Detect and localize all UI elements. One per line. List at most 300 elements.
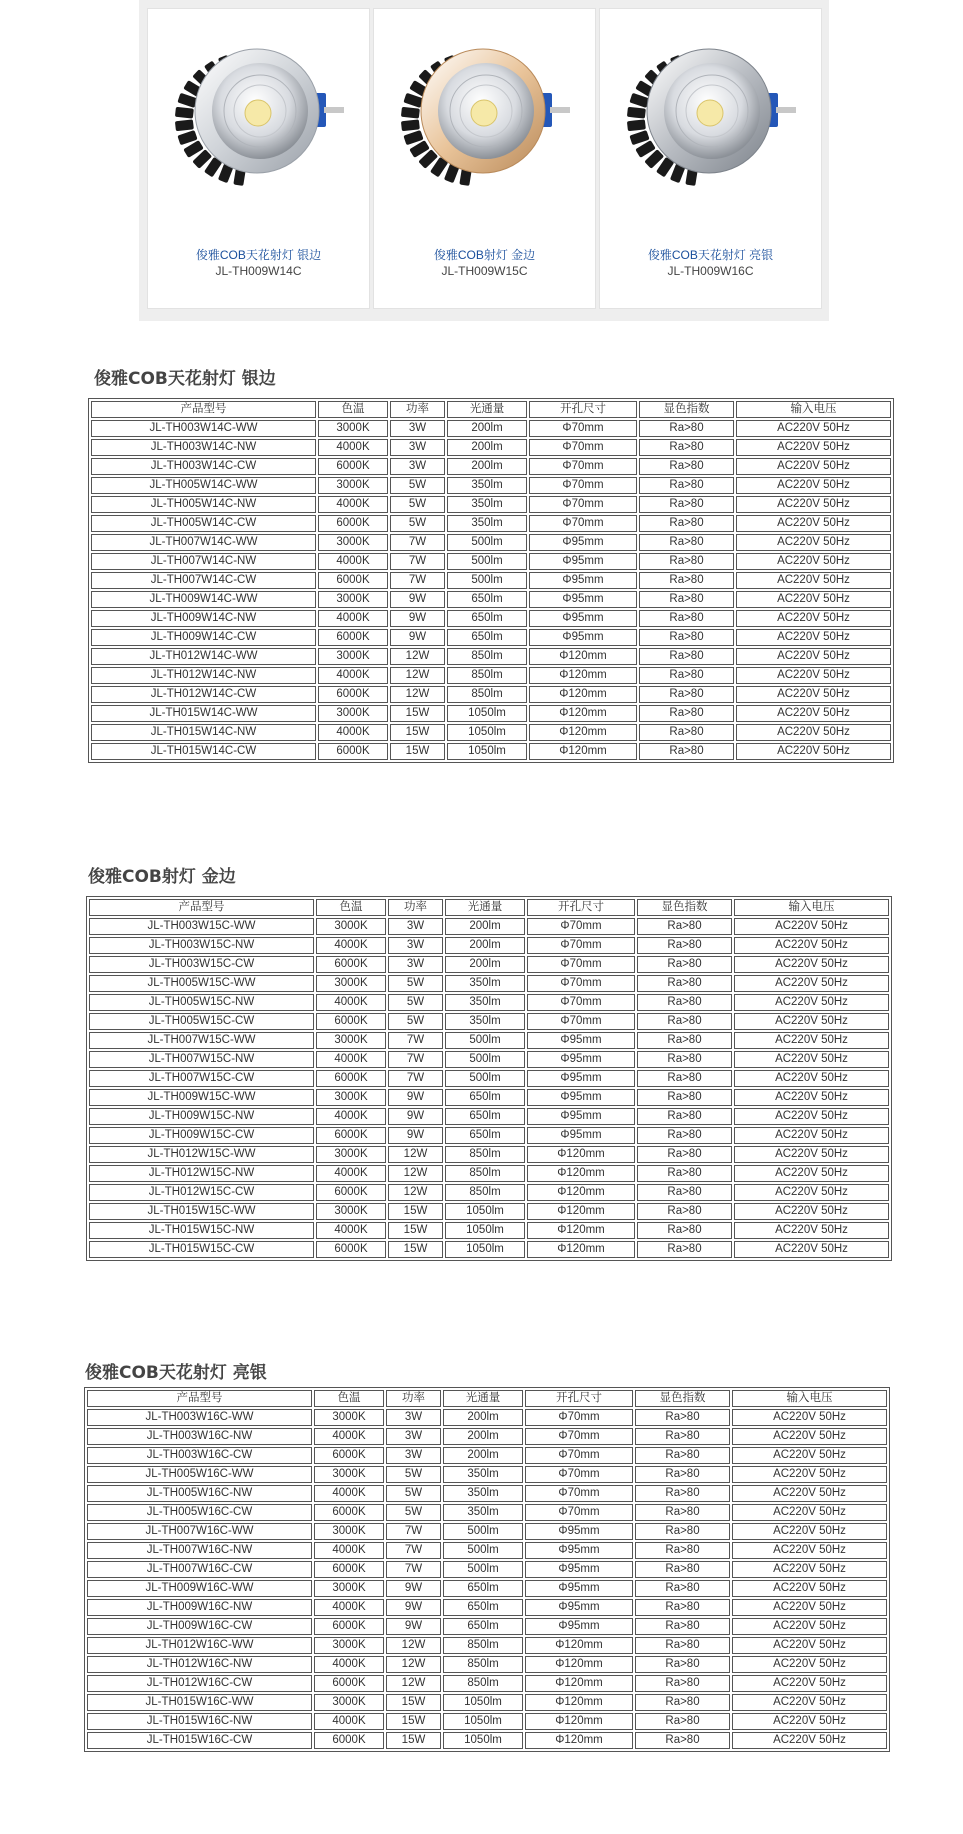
column-header: 输入电压 [734, 899, 889, 916]
cutout-cell: Φ120mm [525, 1732, 633, 1749]
voltage-cell: AC220V 50Hz [732, 1580, 887, 1597]
column-header: 显色指数 [637, 899, 732, 916]
table-row [87, 1561, 887, 1578]
cri-cell: Ra>80 [639, 477, 734, 494]
cri-cell: Ra>80 [637, 1108, 732, 1125]
color-temp-cell: 4000K [318, 439, 388, 456]
cri-cell: Ra>80 [639, 610, 734, 627]
power-cell: 9W [386, 1580, 441, 1597]
model-cell: JL-TH003W15C-WW [89, 918, 314, 935]
power-cell: 7W [386, 1542, 441, 1559]
color-temp-cell: 4000K [314, 1713, 384, 1730]
cutout-cell: Φ120mm [529, 705, 637, 722]
table-row [87, 1523, 887, 1540]
cri-cell: Ra>80 [635, 1599, 730, 1616]
cri-cell: Ra>80 [639, 496, 734, 513]
lumen-cell: 350lm [443, 1504, 523, 1521]
lumen-cell: 350lm [443, 1466, 523, 1483]
lumen-cell: 200lm [443, 1409, 523, 1426]
power-cell: 15W [386, 1713, 441, 1730]
table-header-row [91, 401, 891, 418]
color-temp-cell: 6000K [316, 1127, 386, 1144]
product-card[interactable] [599, 8, 822, 309]
cri-cell: Ra>80 [635, 1656, 730, 1673]
voltage-cell: AC220V 50Hz [734, 1032, 889, 1049]
cri-cell: Ra>80 [637, 975, 732, 992]
voltage-cell: AC220V 50Hz [736, 477, 891, 494]
model-cell: JL-TH015W16C-CW [87, 1732, 312, 1749]
model-cell: JL-TH012W15C-WW [89, 1146, 314, 1163]
model-cell: JL-TH015W14C-NW [91, 724, 316, 741]
model-cell: JL-TH009W16C-NW [87, 1599, 312, 1616]
color-temp-cell: 6000K [318, 572, 388, 589]
power-cell: 3W [388, 918, 443, 935]
table-row [89, 1146, 889, 1163]
lumen-cell: 1050lm [445, 1222, 525, 1239]
table-row [91, 572, 891, 589]
lumen-cell: 350lm [447, 515, 527, 532]
product-card[interactable] [147, 8, 370, 309]
table-row [89, 1127, 889, 1144]
table-row [89, 1184, 889, 1201]
voltage-cell: AC220V 50Hz [732, 1637, 887, 1654]
lumen-cell: 850lm [443, 1637, 523, 1654]
cutout-cell: Φ70mm [529, 496, 637, 513]
table-row [89, 937, 889, 954]
cutout-cell: Φ95mm [527, 1070, 635, 1087]
column-header: 产品型号 [91, 401, 316, 418]
cutout-cell: Φ95mm [529, 610, 637, 627]
color-temp-cell: 6000K [318, 629, 388, 646]
voltage-cell: AC220V 50Hz [732, 1732, 887, 1749]
model-cell: JL-TH007W16C-WW [87, 1523, 312, 1540]
model-cell: JL-TH007W14C-NW [91, 553, 316, 570]
table-row [87, 1542, 887, 1559]
cri-cell: Ra>80 [635, 1580, 730, 1597]
lumen-cell: 650lm [445, 1108, 525, 1125]
cri-cell: Ra>80 [637, 1184, 732, 1201]
table-row [87, 1504, 887, 1521]
table-row [89, 1070, 889, 1087]
voltage-cell: AC220V 50Hz [734, 1070, 889, 1087]
section-title: 俊雅COB射灯 金边 [88, 867, 236, 887]
model-cell: JL-TH012W14C-NW [91, 667, 316, 684]
column-header: 开孔尺寸 [529, 401, 637, 418]
color-temp-cell: 3000K [316, 1089, 386, 1106]
cutout-cell: Φ95mm [527, 1127, 635, 1144]
cutout-cell: Φ70mm [527, 975, 635, 992]
color-temp-cell: 4000K [314, 1599, 384, 1616]
color-temp-cell: 6000K [314, 1732, 384, 1749]
voltage-cell: AC220V 50Hz [736, 553, 891, 570]
cri-cell: Ra>80 [635, 1447, 730, 1464]
column-header: 产品型号 [87, 1390, 312, 1407]
cri-cell: Ra>80 [635, 1713, 730, 1730]
cri-cell: Ra>80 [639, 743, 734, 760]
table-row [89, 1032, 889, 1049]
cutout-cell: Φ95mm [529, 591, 637, 608]
table-row [91, 724, 891, 741]
color-temp-cell: 6000K [314, 1504, 384, 1521]
product-name[interactable]: 俊雅COB射灯 金边 [433, 248, 536, 262]
table-row [91, 629, 891, 646]
cutout-cell: Φ70mm [529, 458, 637, 475]
cutout-cell: Φ95mm [527, 1032, 635, 1049]
voltage-cell: AC220V 50Hz [732, 1466, 887, 1483]
model-cell: JL-TH003W14C-CW [91, 458, 316, 475]
table-row [89, 1165, 889, 1182]
table-row [87, 1637, 887, 1654]
color-temp-cell: 4000K [316, 937, 386, 954]
model-cell: JL-TH003W14C-NW [91, 439, 316, 456]
cri-cell: Ra>80 [635, 1675, 730, 1692]
color-temp-cell: 6000K [318, 743, 388, 760]
model-cell: JL-TH007W16C-NW [87, 1542, 312, 1559]
lumen-cell: 850lm [443, 1656, 523, 1673]
table-row [91, 496, 891, 513]
cri-cell: Ra>80 [639, 420, 734, 437]
voltage-cell: AC220V 50Hz [732, 1675, 887, 1692]
voltage-cell: AC220V 50Hz [734, 1165, 889, 1182]
power-cell: 7W [390, 572, 445, 589]
cutout-cell: Φ95mm [525, 1561, 633, 1578]
lumen-cell: 350lm [447, 477, 527, 494]
lumen-cell: 1050lm [447, 743, 527, 760]
product-gallery [139, 0, 829, 321]
power-cell: 12W [390, 686, 445, 703]
table-header-row [87, 1390, 887, 1407]
table-row [91, 553, 891, 570]
power-cell: 7W [386, 1523, 441, 1540]
model-cell: JL-TH003W14C-WW [91, 420, 316, 437]
cri-cell: Ra>80 [637, 1070, 732, 1087]
column-header: 输入电压 [736, 401, 891, 418]
table-row [91, 420, 891, 437]
product-card[interactable] [373, 8, 596, 309]
cutout-cell: Φ120mm [525, 1656, 633, 1673]
color-temp-cell: 3000K [316, 1203, 386, 1220]
color-temp-cell: 4000K [318, 610, 388, 627]
voltage-cell: AC220V 50Hz [736, 610, 891, 627]
cri-cell: Ra>80 [635, 1542, 730, 1559]
voltage-cell: AC220V 50Hz [732, 1409, 887, 1426]
lumen-cell: 850lm [445, 1146, 525, 1163]
table-row [89, 1051, 889, 1068]
lumen-cell: 1050lm [445, 1241, 525, 1258]
power-cell: 9W [390, 591, 445, 608]
voltage-cell: AC220V 50Hz [734, 918, 889, 935]
color-temp-cell: 6000K [318, 686, 388, 703]
column-header: 色温 [316, 899, 386, 916]
product-model: JL-TH009W14C [215, 264, 302, 278]
cutout-cell: Φ70mm [529, 420, 637, 437]
voltage-cell: AC220V 50Hz [734, 1222, 889, 1239]
downlight-image [388, 31, 583, 206]
color-temp-cell: 3000K [314, 1694, 384, 1711]
lumen-cell: 200lm [445, 937, 525, 954]
power-cell: 7W [390, 553, 445, 570]
color-temp-cell: 3000K [318, 477, 388, 494]
table-row [89, 1013, 889, 1030]
lumen-cell: 350lm [445, 975, 525, 992]
color-temp-cell: 3000K [314, 1523, 384, 1540]
cri-cell: Ra>80 [635, 1732, 730, 1749]
voltage-cell: AC220V 50Hz [732, 1656, 887, 1673]
power-cell: 5W [386, 1466, 441, 1483]
cri-cell: Ra>80 [637, 937, 732, 954]
cutout-cell: Φ95mm [527, 1108, 635, 1125]
color-temp-cell: 4000K [314, 1656, 384, 1673]
lumen-cell: 850lm [445, 1184, 525, 1201]
cri-cell: Ra>80 [639, 591, 734, 608]
spec-table [86, 896, 892, 1261]
table-row [91, 705, 891, 722]
table-row [89, 994, 889, 1011]
model-cell: JL-TH009W15C-NW [89, 1108, 314, 1125]
color-temp-cell: 3000K [318, 420, 388, 437]
cri-cell: Ra>80 [639, 705, 734, 722]
model-cell: JL-TH009W14C-WW [91, 591, 316, 608]
cri-cell: Ra>80 [639, 553, 734, 570]
table-row [91, 743, 891, 760]
color-temp-cell: 3000K [318, 591, 388, 608]
voltage-cell: AC220V 50Hz [734, 956, 889, 973]
cri-cell: Ra>80 [637, 1127, 732, 1144]
cutout-cell: Φ70mm [529, 515, 637, 532]
power-cell: 12W [388, 1184, 443, 1201]
power-cell: 5W [390, 496, 445, 513]
color-temp-cell: 4000K [314, 1542, 384, 1559]
lumen-cell: 200lm [445, 956, 525, 973]
column-header: 光通量 [445, 899, 525, 916]
lumen-cell: 1050lm [443, 1694, 523, 1711]
voltage-cell: AC220V 50Hz [736, 705, 891, 722]
model-cell: JL-TH003W16C-WW [87, 1409, 312, 1426]
product-name[interactable]: 俊雅COB天花射灯 亮银 [647, 248, 774, 262]
power-cell: 12W [390, 667, 445, 684]
cutout-cell: Φ120mm [527, 1241, 635, 1258]
cutout-cell: Φ70mm [527, 1013, 635, 1030]
cri-cell: Ra>80 [639, 667, 734, 684]
table-row [87, 1675, 887, 1692]
table-row [87, 1428, 887, 1445]
voltage-cell: AC220V 50Hz [732, 1523, 887, 1540]
color-temp-cell: 4000K [314, 1485, 384, 1502]
table-row [87, 1599, 887, 1616]
cri-cell: Ra>80 [635, 1561, 730, 1578]
color-temp-cell: 3000K [316, 918, 386, 935]
cutout-cell: Φ95mm [525, 1580, 633, 1597]
voltage-cell: AC220V 50Hz [734, 1184, 889, 1201]
lumen-cell: 650lm [445, 1127, 525, 1144]
table-row [87, 1485, 887, 1502]
cutout-cell: Φ95mm [525, 1599, 633, 1616]
lumen-cell: 500lm [443, 1523, 523, 1540]
power-cell: 5W [386, 1485, 441, 1502]
color-temp-cell: 3000K [314, 1466, 384, 1483]
lumen-cell: 200lm [447, 439, 527, 456]
lumen-cell: 850lm [447, 686, 527, 703]
cutout-cell: Φ120mm [525, 1675, 633, 1692]
color-temp-cell: 6000K [316, 1241, 386, 1258]
voltage-cell: AC220V 50Hz [736, 724, 891, 741]
lumen-cell: 850lm [447, 648, 527, 665]
color-temp-cell: 4000K [318, 724, 388, 741]
lumen-cell: 350lm [443, 1485, 523, 1502]
power-cell: 7W [388, 1051, 443, 1068]
lumen-cell: 200lm [447, 420, 527, 437]
section-title: 俊雅COB天花射灯 银边 [94, 369, 276, 389]
cri-cell: Ra>80 [637, 1241, 732, 1258]
cutout-cell: Φ120mm [527, 1184, 635, 1201]
power-cell: 9W [390, 610, 445, 627]
cri-cell: Ra>80 [635, 1485, 730, 1502]
voltage-cell: AC220V 50Hz [734, 1127, 889, 1144]
power-cell: 9W [388, 1089, 443, 1106]
lumen-cell: 500lm [447, 553, 527, 570]
power-cell: 5W [388, 975, 443, 992]
table-row [91, 686, 891, 703]
cutout-cell: Φ95mm [525, 1523, 633, 1540]
model-cell: JL-TH005W14C-WW [91, 477, 316, 494]
cri-cell: Ra>80 [637, 1165, 732, 1182]
color-temp-cell: 4000K [316, 1222, 386, 1239]
power-cell: 9W [388, 1127, 443, 1144]
table-header-row [89, 899, 889, 916]
table-row [87, 1713, 887, 1730]
power-cell: 3W [388, 956, 443, 973]
color-temp-cell: 6000K [314, 1447, 384, 1464]
power-cell: 5W [388, 1013, 443, 1030]
color-temp-cell: 6000K [318, 515, 388, 532]
table-row [89, 1222, 889, 1239]
voltage-cell: AC220V 50Hz [734, 1241, 889, 1258]
voltage-cell: AC220V 50Hz [736, 458, 891, 475]
power-cell: 3W [386, 1447, 441, 1464]
color-temp-cell: 6000K [316, 1184, 386, 1201]
voltage-cell: AC220V 50Hz [736, 439, 891, 456]
table-row [91, 439, 891, 456]
color-temp-cell: 3000K [316, 1032, 386, 1049]
power-cell: 3W [388, 937, 443, 954]
power-cell: 9W [386, 1599, 441, 1616]
power-cell: 15W [388, 1203, 443, 1220]
column-header: 显色指数 [639, 401, 734, 418]
voltage-cell: AC220V 50Hz [734, 1203, 889, 1220]
column-header: 光通量 [447, 401, 527, 418]
lumen-cell: 500lm [445, 1070, 525, 1087]
color-temp-cell: 6000K [316, 1013, 386, 1030]
power-cell: 9W [390, 629, 445, 646]
cri-cell: Ra>80 [637, 1203, 732, 1220]
model-cell: JL-TH005W16C-WW [87, 1466, 312, 1483]
cutout-cell: Φ95mm [525, 1542, 633, 1559]
cri-cell: Ra>80 [639, 686, 734, 703]
table-row [91, 648, 891, 665]
power-cell: 15W [390, 705, 445, 722]
table-row [91, 610, 891, 627]
model-cell: JL-TH003W15C-CW [89, 956, 314, 973]
model-cell: JL-TH015W16C-WW [87, 1694, 312, 1711]
model-cell: JL-TH005W15C-CW [89, 1013, 314, 1030]
cutout-cell: Φ95mm [527, 1089, 635, 1106]
power-cell: 12W [386, 1656, 441, 1673]
product-name[interactable]: 俊雅COB天花射灯 银边 [195, 248, 322, 262]
lumen-cell: 650lm [447, 629, 527, 646]
table-row [87, 1732, 887, 1749]
model-cell: JL-TH005W15C-NW [89, 994, 314, 1011]
cri-cell: Ra>80 [637, 1146, 732, 1163]
cutout-cell: Φ70mm [527, 937, 635, 954]
column-header: 色温 [318, 401, 388, 418]
lumen-cell: 1050lm [447, 705, 527, 722]
cutout-cell: Φ120mm [525, 1694, 633, 1711]
product-model: JL-TH009W16C [667, 264, 754, 278]
column-header: 显色指数 [635, 1390, 730, 1407]
model-cell: JL-TH007W15C-NW [89, 1051, 314, 1068]
power-cell: 9W [386, 1618, 441, 1635]
model-cell: JL-TH012W15C-CW [89, 1184, 314, 1201]
voltage-cell: AC220V 50Hz [736, 515, 891, 532]
model-cell: JL-TH007W15C-CW [89, 1070, 314, 1087]
cutout-cell: Φ120mm [529, 743, 637, 760]
power-cell: 5W [390, 477, 445, 494]
downlight-image [614, 31, 809, 206]
cutout-cell: Φ70mm [529, 439, 637, 456]
lumen-cell: 500lm [447, 534, 527, 551]
cutout-cell: Φ95mm [529, 534, 637, 551]
cri-cell: Ra>80 [635, 1428, 730, 1445]
cri-cell: Ra>80 [635, 1504, 730, 1521]
color-temp-cell: 3000K [318, 534, 388, 551]
voltage-cell: AC220V 50Hz [736, 534, 891, 551]
lumen-cell: 650lm [447, 591, 527, 608]
model-cell: JL-TH012W16C-WW [87, 1637, 312, 1654]
lumen-cell: 200lm [445, 918, 525, 935]
voltage-cell: AC220V 50Hz [732, 1694, 887, 1711]
table-row [91, 534, 891, 551]
model-cell: JL-TH015W15C-WW [89, 1203, 314, 1220]
voltage-cell: AC220V 50Hz [734, 1013, 889, 1030]
color-temp-cell: 3000K [318, 648, 388, 665]
voltage-cell: AC220V 50Hz [736, 572, 891, 589]
cutout-cell: Φ95mm [529, 629, 637, 646]
model-cell: JL-TH009W14C-CW [91, 629, 316, 646]
cri-cell: Ra>80 [635, 1409, 730, 1426]
voltage-cell: AC220V 50Hz [734, 1051, 889, 1068]
power-cell: 3W [386, 1409, 441, 1426]
color-temp-cell: 4000K [316, 994, 386, 1011]
cri-cell: Ra>80 [635, 1637, 730, 1654]
lumen-cell: 500lm [443, 1561, 523, 1578]
power-cell: 3W [390, 420, 445, 437]
cutout-cell: Φ120mm [527, 1165, 635, 1182]
voltage-cell: AC220V 50Hz [736, 686, 891, 703]
cri-cell: Ra>80 [639, 629, 734, 646]
cri-cell: Ra>80 [635, 1523, 730, 1540]
power-cell: 15W [388, 1241, 443, 1258]
model-cell: JL-TH012W14C-CW [91, 686, 316, 703]
model-cell: JL-TH015W16C-NW [87, 1713, 312, 1730]
voltage-cell: AC220V 50Hz [732, 1618, 887, 1635]
lumen-cell: 350lm [445, 1013, 525, 1030]
cutout-cell: Φ120mm [529, 686, 637, 703]
power-cell: 3W [390, 439, 445, 456]
power-cell: 12W [388, 1146, 443, 1163]
color-temp-cell: 6000K [316, 1070, 386, 1087]
power-cell: 7W [388, 1032, 443, 1049]
cutout-cell: Φ120mm [525, 1637, 633, 1654]
